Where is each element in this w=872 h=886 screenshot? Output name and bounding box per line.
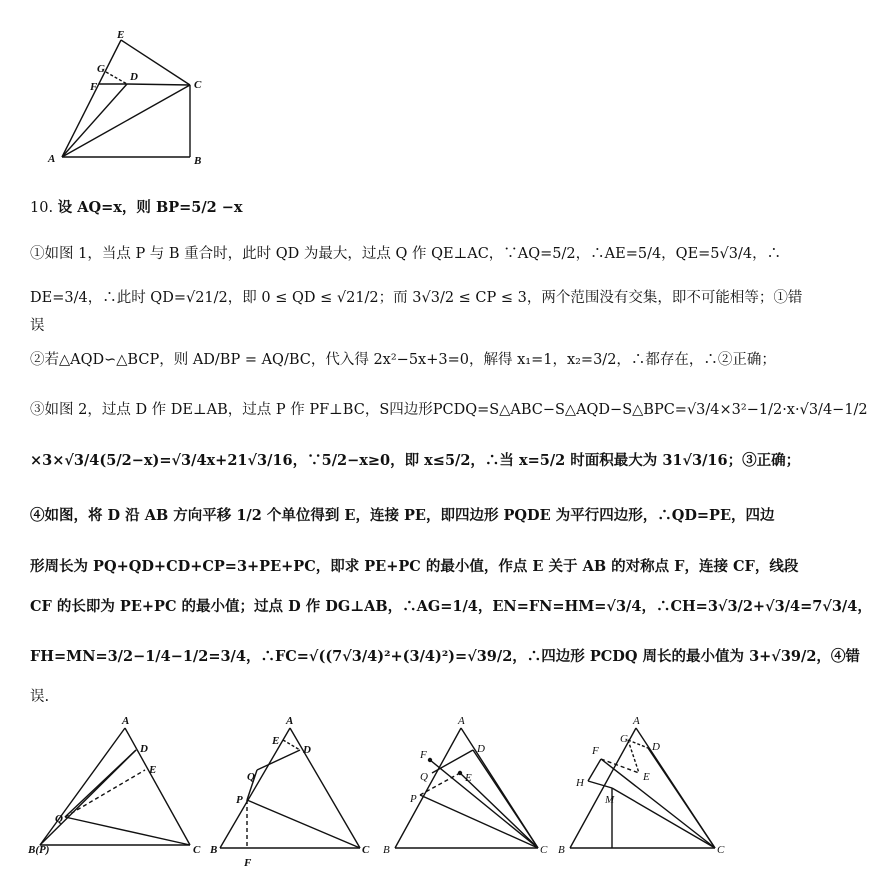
para4-line4: FH=MN=3/2−1/4−1/2=3/4，∴FC=√((7√3/4)²+(3/4)²)=√39/2，∴四边形 PCDQ 周长的最小值为 3+√39/2，④错 (30, 648, 860, 665)
fig2-label-C: C (362, 844, 370, 856)
seg-AE (62, 40, 121, 157)
para2: ②若△AQD∽△BCP，则 AD/BP = AQ/BC，代入得 2x²−5x+3=0，解得 x₁=1，x₂=3/2，∴都存在，∴②正确； (30, 352, 776, 368)
para1-line3: 误 (30, 318, 45, 334)
fig2-AC (290, 728, 360, 848)
fig3-point-E (458, 771, 462, 775)
fig3-FC (430, 760, 538, 848)
para1-line1: ①如图 1，当点 P 与 B 重合时，此时 QD 为最大，过点 Q 作 QE⊥AC，∵AQ=5/2，∴AE=5/4，QE=5√3/4，∴ (30, 246, 782, 262)
fig4-label-F: F (592, 745, 599, 757)
fig3-label-F: F (420, 749, 427, 761)
figure-2 (210, 715, 380, 875)
fig3-AB (395, 728, 461, 848)
fig2-AB (220, 728, 290, 848)
fig3-label-A: A (458, 715, 465, 727)
figure-3 (375, 712, 550, 862)
seg-GD (106, 72, 127, 84)
seg-AC (62, 85, 190, 157)
fig2-PC (247, 800, 360, 848)
fig1-label-A: A (122, 715, 130, 727)
fig4-label-A: A (633, 715, 640, 727)
fig3-label-Q: Q (420, 771, 428, 783)
para4-line2: 形周长为 PQ+QD+CD+CP=3+PE+PC，即求 PE+PC 的最小值，作点 E 关于 AB 的对称点 F，连接 CF，线段 (30, 558, 799, 575)
para3-line2: ×3×√3/4(5/2−x)=√3/4x+21√3/16，∵5/2−x≥0，即 x≤5/2，∴当 x=5/2 时面积最大为 31√3/16；③正确； (30, 452, 801, 469)
fig4-DC (648, 748, 715, 848)
fig3-EC (460, 773, 538, 848)
para4-line5: 误. (30, 689, 50, 705)
fig1-BD (40, 750, 136, 845)
label-F: F (90, 81, 98, 93)
fig3-label-E: E (465, 772, 472, 784)
fig4-GE (628, 740, 639, 773)
fig4-label-E: E (643, 771, 650, 783)
label-G: G (97, 63, 105, 75)
fig2-label-A: A (286, 715, 294, 727)
fig2-label-F: F (244, 857, 252, 869)
fig3-label-B: B (383, 844, 390, 856)
fig4-FE (601, 759, 639, 773)
fig4-label-G: G (620, 733, 628, 745)
para1-line2: DE=3/4，∴此时 QD=√21/2，即 0 ≤ QD ≤ √21/2；而 3√3/2 ≤ CP ≤ 3，两个范围没有交集，即不可能相等；①错 (30, 290, 803, 306)
fig1-label-E: E (149, 764, 157, 776)
fig4-label-M: M (605, 794, 615, 806)
fig1-label-BP: B(P) (28, 844, 50, 856)
fig3-label-D: D (477, 743, 485, 755)
fig3-label-P: P (410, 793, 417, 805)
fig1-label-D: D (140, 743, 148, 755)
figure-4 (550, 712, 730, 862)
top-figure (40, 30, 220, 170)
para3-line1: ③如图 2，过点 D 作 DE⊥AB，过点 P 作 PF⊥BC，S四边形PCDQ=S△ABC−S△AQD−S△BPC=√3/4×3²−1/2·x·√3/4−1/2 (30, 402, 868, 418)
problem-number: 10. (30, 200, 54, 216)
fig2-label-E: E (272, 735, 280, 747)
fig3-point-F (428, 758, 432, 762)
fig2-label-Q: Q (247, 771, 255, 783)
setup-text: 设 AQ=x，则 BP=5/2 −x (57, 199, 243, 216)
fig4-label-C: C (717, 844, 725, 856)
seg-DC (127, 84, 190, 85)
fig1-AC (125, 728, 190, 845)
fig4-HM (588, 781, 612, 788)
label-B: B (194, 155, 202, 167)
problem-setup (30, 199, 243, 217)
label-D: D (130, 71, 138, 83)
fig4-label-B: B (558, 844, 565, 856)
label-A: A (48, 153, 56, 165)
fig3-label-C: C (540, 844, 548, 856)
fig1-label-Q: Q (55, 813, 63, 825)
fig1-QC (65, 817, 190, 845)
fig3-QD (432, 750, 473, 773)
label-C: C (194, 79, 202, 91)
fig2-label-D: D (303, 744, 311, 756)
fig4-MC (612, 788, 715, 848)
label-E: E (117, 29, 125, 41)
fig2-label-P: P (236, 794, 243, 806)
figure-1 (30, 715, 210, 860)
para4-line3: CF 的长即为 PE+PC 的最小值；过点 D 作 DG⊥AB，∴AG=1/4，EN=FN=HM=√3/4，∴CH=3√3/2+√3/4=7√3/4， (30, 598, 872, 615)
fig4-FC (601, 759, 715, 848)
seg-AD (62, 84, 127, 157)
fig1-label-C: C (193, 844, 201, 856)
para4-line1: ④如图，将 D 沿 AB 方向平移 1/2 个单位得到 E，连接 PE，即四边形 PQDE 为平行四边形，∴QD=PE，四边 (30, 507, 775, 524)
fig4-FH (588, 759, 601, 781)
fig4-label-H: H (576, 777, 584, 789)
fig4-label-D: D (652, 741, 660, 753)
fig2-QD (257, 750, 300, 770)
fig2-label-B: B (210, 844, 218, 856)
